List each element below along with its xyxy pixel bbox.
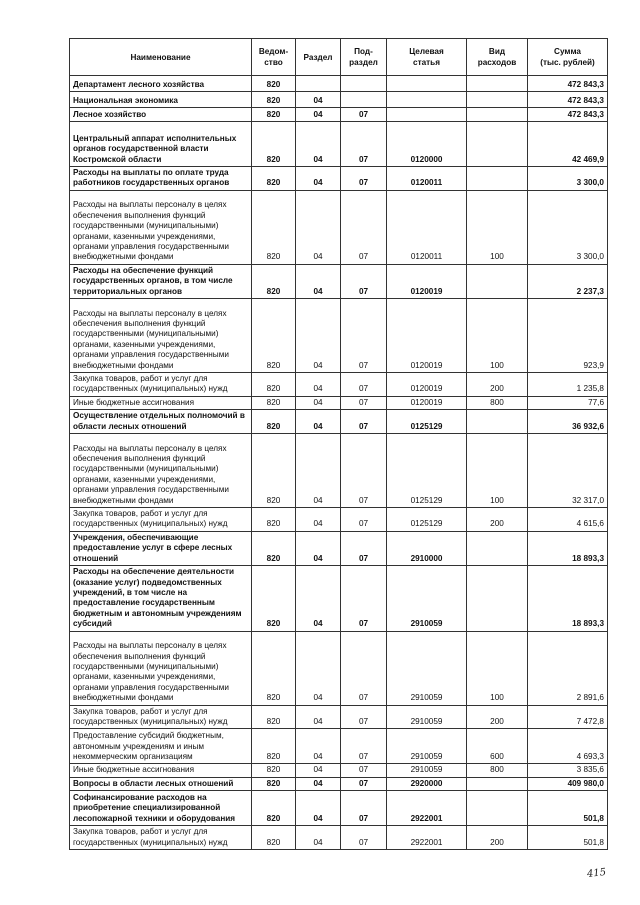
- cell-sum: 501,8: [528, 791, 608, 826]
- header-name: Наименование: [70, 39, 252, 76]
- table-row: [70, 791, 608, 826]
- cell-section: 04: [296, 264, 341, 298]
- cell-section: 04: [296, 791, 341, 826]
- table-row: [70, 108, 608, 122]
- cell-dept: 820: [252, 299, 296, 373]
- cell-section: 04: [296, 92, 341, 108]
- cell-name: Осуществление отдельных полномочий в области лесных отношений: [70, 410, 252, 434]
- cell-subsection: 07: [341, 108, 387, 122]
- cell-expense-type: [467, 264, 528, 298]
- cell-target: 2910059: [387, 566, 467, 631]
- cell-sum: 501,8: [528, 826, 608, 850]
- cell-dept: 820: [252, 508, 296, 532]
- cell-subsection: [341, 92, 387, 108]
- cell-name: Расходы на выплаты персоналу в целях обеспечения выполнения функций государственными (муниципальными) органами, казенными учреждениями, органами управления государственными внебюджетными фондами: [70, 190, 252, 264]
- cell-section: 04: [296, 826, 341, 850]
- cell-target: 2910059: [387, 705, 467, 729]
- cell-target: 0120019: [387, 264, 467, 298]
- cell-expense-type: [467, 791, 528, 826]
- table-row: [70, 434, 608, 508]
- cell-sum: 32 317,0: [528, 434, 608, 508]
- cell-name: Центральный аппарат исполнительных органов государственной власти Костромской области: [70, 122, 252, 167]
- cell-name: Расходы на обеспечение деятельности (оказание услуг) подведомственных учреждений, в том числе на предоставление государственным бюджетным и автономным учреждениям субсидий: [70, 566, 252, 631]
- cell-sum: 3 835,6: [528, 764, 608, 777]
- cell-subsection: 07: [341, 508, 387, 532]
- cell-dept: 820: [252, 791, 296, 826]
- cell-subsection: 07: [341, 566, 387, 631]
- cell-section: 04: [296, 729, 341, 764]
- cell-target: 0120019: [387, 396, 467, 409]
- cell-expense-type: 200: [467, 705, 528, 729]
- cell-sum: 472 843,3: [528, 108, 608, 122]
- cell-dept: 820: [252, 777, 296, 790]
- table-row: [70, 764, 608, 777]
- header-section: Раздел: [296, 39, 341, 76]
- cell-target: 2910059: [387, 729, 467, 764]
- cell-dept: 820: [252, 373, 296, 397]
- cell-sum: 18 893,3: [528, 566, 608, 631]
- cell-subsection: 07: [341, 777, 387, 790]
- header-target: Целевая статья: [387, 39, 467, 76]
- cell-expense-type: [467, 122, 528, 167]
- cell-target: 0120019: [387, 299, 467, 373]
- cell-name: Расходы на выплаты по оплате труда работников государственных органов: [70, 167, 252, 191]
- table-header-row: [70, 39, 608, 76]
- cell-dept: 820: [252, 566, 296, 631]
- cell-sum: 4 693,3: [528, 729, 608, 764]
- cell-target: 2920000: [387, 777, 467, 790]
- cell-sum: 18 893,3: [528, 531, 608, 565]
- cell-dept: 820: [252, 410, 296, 434]
- cell-subsection: 07: [341, 434, 387, 508]
- cell-section: 04: [296, 396, 341, 409]
- cell-sum: 42 469,9: [528, 122, 608, 167]
- header-sum: Сумма (тыс. рублей): [528, 39, 608, 76]
- cell-subsection: 07: [341, 705, 387, 729]
- cell-section: 04: [296, 108, 341, 122]
- cell-sum: 472 843,3: [528, 92, 608, 108]
- cell-name: Департамент лесного хозяйства: [70, 76, 252, 92]
- cell-name: Закупка товаров, работ и услуг для государственных (муниципальных) нужд: [70, 373, 252, 397]
- cell-expense-type: 200: [467, 373, 528, 397]
- budget-table: [69, 38, 608, 850]
- cell-section: 04: [296, 434, 341, 508]
- cell-section: 04: [296, 764, 341, 777]
- cell-name: Иные бюджетные ассигнования: [70, 396, 252, 409]
- cell-section: 04: [296, 566, 341, 631]
- table-row: [70, 396, 608, 409]
- header-subsection: Под- раздел: [341, 39, 387, 76]
- cell-subsection: 07: [341, 396, 387, 409]
- table-row: [70, 410, 608, 434]
- cell-subsection: 07: [341, 167, 387, 191]
- cell-section: 04: [296, 122, 341, 167]
- cell-name: Расходы на обеспечение функций государственных органов, в том числе территориальных органов: [70, 264, 252, 298]
- cell-dept: 820: [252, 264, 296, 298]
- cell-dept: 820: [252, 122, 296, 167]
- cell-expense-type: 200: [467, 826, 528, 850]
- cell-name: Национальная экономика: [70, 92, 252, 108]
- cell-subsection: 07: [341, 764, 387, 777]
- cell-target: 0125129: [387, 508, 467, 532]
- cell-expense-type: [467, 531, 528, 565]
- cell-sum: 409 980,0: [528, 777, 608, 790]
- cell-name: Расходы на выплаты персоналу в целях обеспечения выполнения функций государственными (муниципальными) органами, казенными учреждениями, органами управления государственными внебюджетными фондами: [70, 631, 252, 705]
- cell-expense-type: 800: [467, 396, 528, 409]
- cell-sum: 923,9: [528, 299, 608, 373]
- cell-name: Софинансирование расходов на приобретение специализированной лесопожарной техники и оборудования: [70, 791, 252, 826]
- cell-subsection: 07: [341, 122, 387, 167]
- table-row: [70, 264, 608, 298]
- cell-subsection: 07: [341, 410, 387, 434]
- cell-subsection: 07: [341, 729, 387, 764]
- cell-name: Расходы на выплаты персоналу в целях обеспечения выполнения функций государственными (муниципальными) органами, казенными учреждениями, органами управления государственными внебюджетными фондами: [70, 434, 252, 508]
- cell-sum: 7 472,8: [528, 705, 608, 729]
- cell-name: Учреждения, обеспечивающие предоставление услуг в сфере лесных отношений: [70, 531, 252, 565]
- cell-sum: 4 615,6: [528, 508, 608, 532]
- cell-section: 04: [296, 299, 341, 373]
- cell-subsection: 07: [341, 826, 387, 850]
- page-number-mark: 415: [586, 867, 607, 880]
- table-row: [70, 508, 608, 532]
- cell-expense-type: 100: [467, 299, 528, 373]
- cell-dept: 820: [252, 396, 296, 409]
- table-row: [70, 729, 608, 764]
- cell-sum: 472 843,3: [528, 76, 608, 92]
- cell-name: Закупка товаров, работ и услуг для государственных (муниципальных) нужд: [70, 508, 252, 532]
- cell-target: 2922001: [387, 826, 467, 850]
- cell-target: 0120011: [387, 190, 467, 264]
- header-dept: Ведом- ство: [252, 39, 296, 76]
- cell-dept: 820: [252, 826, 296, 850]
- cell-expense-type: 100: [467, 434, 528, 508]
- cell-subsection: 07: [341, 190, 387, 264]
- table-row: [70, 566, 608, 631]
- table-row: [70, 777, 608, 790]
- cell-target: 2910000: [387, 531, 467, 565]
- table-row: [70, 531, 608, 565]
- cell-section: 04: [296, 410, 341, 434]
- cell-dept: 820: [252, 729, 296, 764]
- cell-target: [387, 76, 467, 92]
- table-row: [70, 76, 608, 92]
- cell-sum: 3 300,0: [528, 190, 608, 264]
- cell-target: 2910059: [387, 764, 467, 777]
- cell-sum: 1 235,8: [528, 373, 608, 397]
- cell-section: 04: [296, 190, 341, 264]
- cell-expense-type: [467, 76, 528, 92]
- cell-dept: 820: [252, 531, 296, 565]
- cell-sum: 3 300,0: [528, 167, 608, 191]
- cell-subsection: 07: [341, 531, 387, 565]
- cell-dept: 820: [252, 705, 296, 729]
- cell-dept: 820: [252, 76, 296, 92]
- cell-section: [296, 76, 341, 92]
- cell-target: 2910059: [387, 631, 467, 705]
- table-row: [70, 631, 608, 705]
- cell-section: 04: [296, 167, 341, 191]
- cell-dept: 820: [252, 764, 296, 777]
- cell-expense-type: 600: [467, 729, 528, 764]
- header-expense-type: Вид расходов: [467, 39, 528, 76]
- cell-target: 0125129: [387, 434, 467, 508]
- cell-expense-type: [467, 777, 528, 790]
- cell-dept: 820: [252, 190, 296, 264]
- cell-target: 2922001: [387, 791, 467, 826]
- table-row: [70, 705, 608, 729]
- table-row: [70, 190, 608, 264]
- cell-subsection: 07: [341, 299, 387, 373]
- cell-target: 0120011: [387, 167, 467, 191]
- cell-target: 0125129: [387, 410, 467, 434]
- cell-section: 04: [296, 631, 341, 705]
- cell-sum: 2 237,3: [528, 264, 608, 298]
- cell-subsection: 07: [341, 373, 387, 397]
- cell-expense-type: 200: [467, 508, 528, 532]
- table-row: [70, 122, 608, 167]
- cell-section: 04: [296, 705, 341, 729]
- cell-section: 04: [296, 777, 341, 790]
- cell-sum: 2 891,6: [528, 631, 608, 705]
- cell-name: Иные бюджетные ассигнования: [70, 764, 252, 777]
- cell-expense-type: [467, 108, 528, 122]
- cell-name: Расходы на выплаты персоналу в целях обеспечения выполнения функций государственными (муниципальными) органами, казенными учреждениями, органами управления государственными внебюджетными фондами: [70, 299, 252, 373]
- cell-dept: 820: [252, 167, 296, 191]
- cell-name: Предоставление субсидий бюджетным, автономным учреждениям и иным некоммерческим организациям: [70, 729, 252, 764]
- cell-section: 04: [296, 531, 341, 565]
- cell-name: Вопросы в области лесных отношений: [70, 777, 252, 790]
- cell-expense-type: [467, 410, 528, 434]
- cell-expense-type: [467, 167, 528, 191]
- cell-expense-type: [467, 566, 528, 631]
- table-body: [70, 76, 608, 850]
- cell-section: 04: [296, 508, 341, 532]
- cell-section: 04: [296, 373, 341, 397]
- cell-dept: 820: [252, 108, 296, 122]
- cell-subsection: 07: [341, 791, 387, 826]
- table-row: [70, 167, 608, 191]
- cell-dept: 820: [252, 92, 296, 108]
- cell-expense-type: 100: [467, 631, 528, 705]
- cell-dept: 820: [252, 631, 296, 705]
- cell-sum: 36 932,6: [528, 410, 608, 434]
- cell-subsection: 07: [341, 631, 387, 705]
- table-row: [70, 373, 608, 397]
- table-row: [70, 826, 608, 850]
- cell-expense-type: 800: [467, 764, 528, 777]
- table-row: [70, 299, 608, 373]
- cell-subsection: [341, 76, 387, 92]
- cell-target: 0120019: [387, 373, 467, 397]
- cell-name: Закупка товаров, работ и услуг для государственных (муниципальных) нужд: [70, 826, 252, 850]
- cell-expense-type: 100: [467, 190, 528, 264]
- cell-name: Закупка товаров, работ и услуг для государственных (муниципальных) нужд: [70, 705, 252, 729]
- cell-dept: 820: [252, 434, 296, 508]
- cell-target: [387, 92, 467, 108]
- cell-target: 0120000: [387, 122, 467, 167]
- cell-subsection: 07: [341, 264, 387, 298]
- table-row: [70, 92, 608, 108]
- cell-target: [387, 108, 467, 122]
- cell-expense-type: [467, 92, 528, 108]
- cell-name: Лесное хозяйство: [70, 108, 252, 122]
- cell-sum: 77,6: [528, 396, 608, 409]
